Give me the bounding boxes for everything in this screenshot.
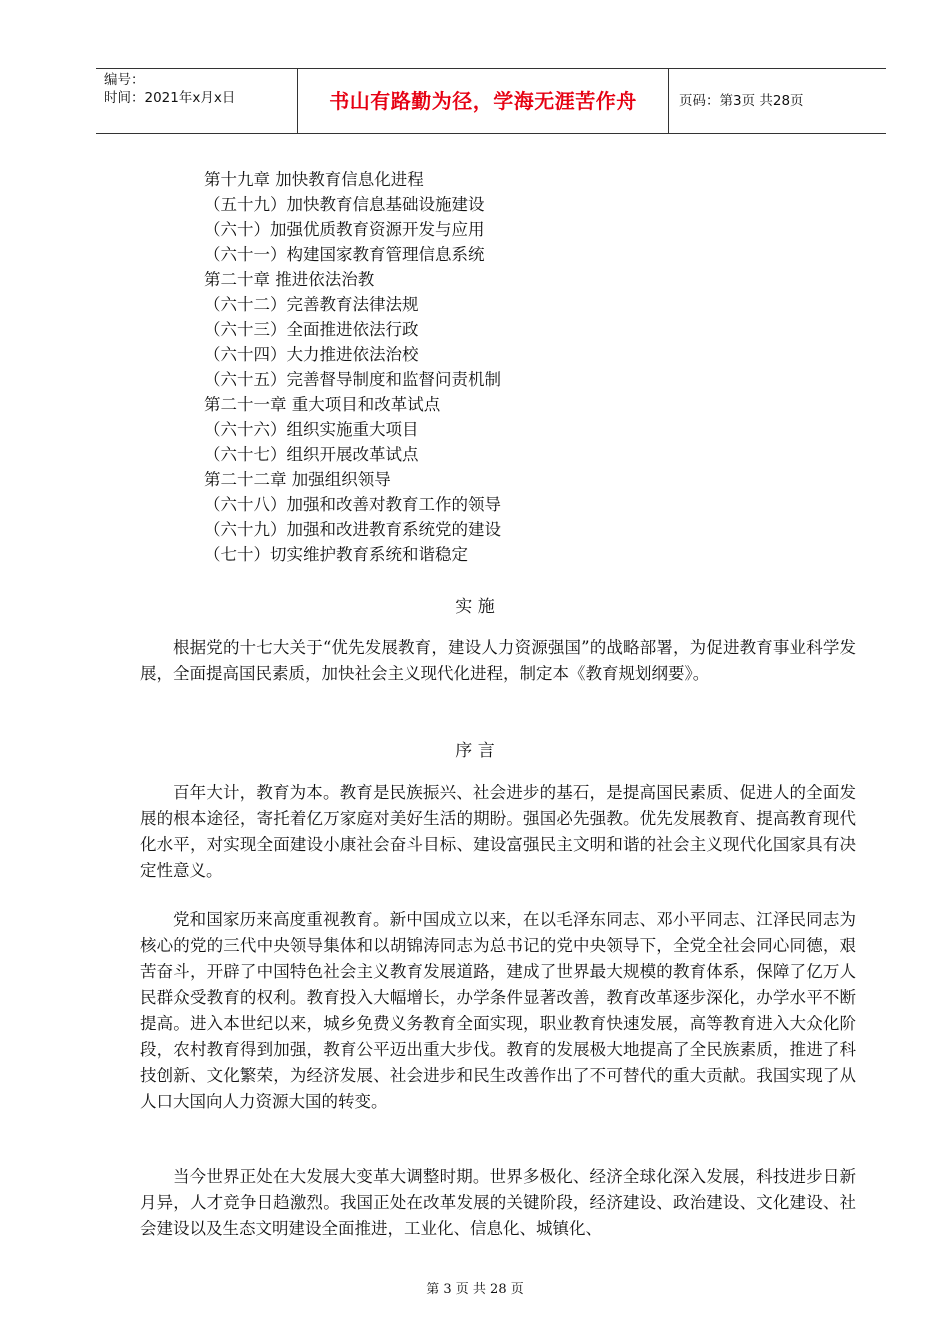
document-time-label: 时间：2021年x月x日 [104, 90, 236, 106]
table-of-contents [204, 167, 501, 567]
toc-item: （六十五）完善督导制度和监督问责机制 [204, 370, 501, 389]
toc-item: （六十三）全面推进依法行政 [204, 320, 419, 339]
page-footer: 第 3 页 共 28 页 [426, 1282, 524, 1297]
toc-item: 第二十二章 加强组织领导 [204, 470, 391, 489]
toc-item: 第二十一章 重大项目和改革试点 [204, 395, 441, 414]
toc-item: 第二十章 推进依法治教 [204, 270, 375, 289]
paragraph-text: 百年大计，教育为本。教育是民族振兴、社会进步的基石，是提高国民素质、促进人的全面发展的根本途径，寄托着亿万家庭对美好生活的期盼。强国必先强教。优先发展教育、提高教育现代化水平，对实现全面建设小康社会奋斗目标、建设富强民主文明和谐的社会主义现代化国家具有决定性意义。 [140, 783, 856, 880]
section-title-preface: 序 言 [455, 741, 495, 761]
toc-item: （六十二）完善教育法律法规 [204, 295, 419, 314]
section-title-implementation: 实 施 [455, 597, 495, 617]
toc-item: （六十六）组织实施重大项目 [204, 420, 419, 439]
toc-item: （七十）切实维护教育系统和谐稳定 [204, 545, 468, 564]
toc-item: （六十四）大力推进依法治校 [204, 345, 419, 364]
preface-paragraph-3 [140, 1164, 856, 1242]
paragraph-text: 党和国家历来高度重视教育。新中国成立以来，在以毛泽东同志、邓小平同志、江泽民同志为核心的党的三代中央领导集体和以胡锦涛同志为总书记的党中央领导下，全党全社会同心同德，艰苦奋斗，开辟了中国特色社会主义教育发展道路，建成了世界最大规模的教育体系，保障了亿万人民群众受教育的权利。教育投入大幅增长，办学条件显著改善，教育改革逐步深化，办学水平不断提高。进入本世纪以来，城乡免费义务教育全面实现，职业教育快速发展，高等教育进入大众化阶段，农村教育得到加强，教育公平迈出重大步伐。教育的发展极大地提高了全民族素质，推进了科技创新、文化繁荣，为经济发展、社会进步和民生改善作出了不可替代的重大贡献。我国实现了从人口大国向人力资源大国的转变。 [140, 910, 856, 1111]
toc-item: 第十九章 加快教育信息化进程 [204, 170, 424, 189]
preface-paragraph-2 [140, 907, 856, 1115]
page-header [96, 68, 886, 134]
toc-item: （六十一）构建国家教育管理信息系统 [204, 245, 485, 264]
preface-paragraph-1 [140, 780, 856, 884]
implementation-paragraph [140, 635, 856, 687]
paragraph-text: 根据党的十七大关于“优先发展教育，建设人力资源强国”的战略部署，为促进教育事业科学发展，全面提高国民素质，加快社会主义现代化进程，制定本《教育规划纲要》。 [140, 638, 856, 683]
header-motto: 书山有路勤为径，学海无涯苦作舟 [297, 69, 669, 133]
toc-item: （六十八）加强和改善对教育工作的领导 [204, 495, 501, 514]
toc-item: （六十九）加强和改进教育系统党的建设 [204, 520, 501, 539]
document-number-label: 编号： [104, 72, 145, 88]
toc-item: （六十七）组织开展改革试点 [204, 445, 419, 464]
paragraph-text: 当今世界正处在大发展大变革大调整时期。世界多极化、经济全球化深入发展，科技进步日新月异，人才竞争日趋激烈。我国正处在改革发展的关键阶段，经济建设、政治建设、文化建设、社会建设以及生态文明建设全面推进，工业化、信息化、城镇化、 [140, 1167, 856, 1238]
toc-item: （五十九）加快教育信息基础设施建设 [204, 195, 485, 214]
header-page-info: 页码：第3页 共28页 [679, 93, 804, 109]
toc-item: （六十）加强优质教育资源开发与应用 [204, 220, 485, 239]
header-meta [96, 69, 297, 133]
